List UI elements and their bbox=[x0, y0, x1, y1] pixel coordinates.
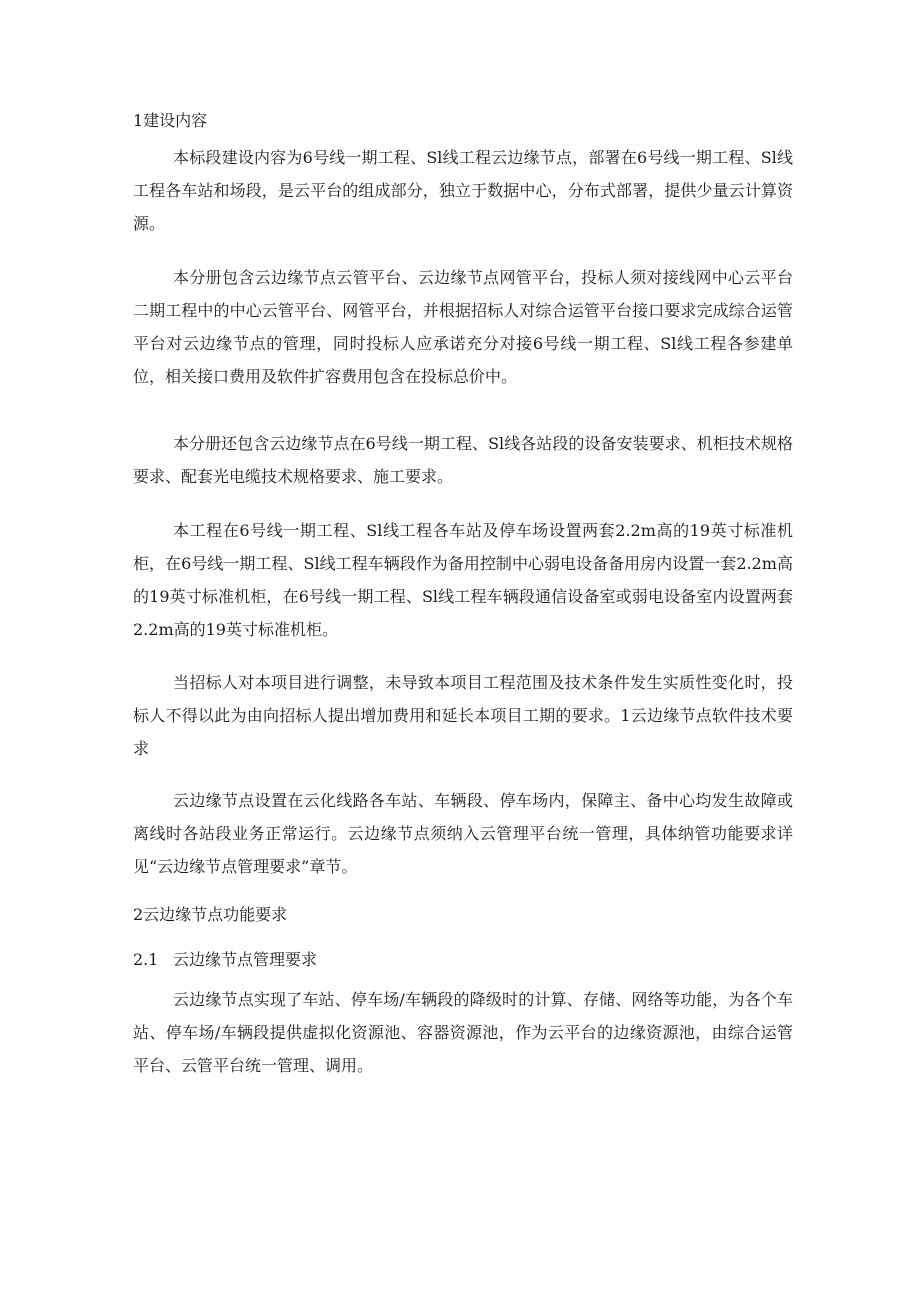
subsection-title: 云边缘节点管理要求 bbox=[173, 950, 318, 969]
subsection-heading-management bbox=[133, 950, 317, 970]
paragraph-installation: 本分册还包含云边缘节点在6号线一期工程、Sl线各站段的设备安装要求、机柜技术规格要求、配套光电缆技术规格要求、施工要求。 bbox=[133, 434, 793, 486]
paragraph-cabinets: 本工程在6号线一期工程、Sl线工程各车站及停车场设置两套2.2m高的19英寸标准机柜，在6号线一期工程、Sl线工程车辆段作为备用控制中心弱电设备备用房内设置一套2.2m高的19英寸标准机柜，在6号线一期工程、Sl线工程车辆段通信设备室或弱电设备室内设置两套2.2m高的19英寸标准机柜。 bbox=[133, 521, 793, 639]
paragraph-cloud-management: 本分册包含云边缘节点云管平台、云边缘节点网管平台，投标人须对接线网中心云平台二期工程中的中心云管平台、网管平台，并根据招标人对综合运管平台接口要求完成综合运管平台对云边缘节点的管理，同时投标人应承诺充分对接6号线一期工程、Sl线工程各参建单位，相关接口费用及软件扩容费用包含在投标总价中。 bbox=[133, 268, 793, 386]
subsection-number: 2.1 bbox=[133, 950, 159, 969]
section-heading-function-requirements: 2云边缘节点功能要求 bbox=[133, 905, 288, 924]
paragraph-edge-node-setup: 云边缘节点设置在云化线路各车站、车辆段、停车场内，保障主、备中心均发生故障或离线时各站段业务正常运行。云边缘节点须纳入云管理平台统一管理，具体纳管功能要求详见“云边缘节点管理要求”章节。 bbox=[133, 791, 793, 876]
section-heading-construction-content: 1建设内容 bbox=[133, 111, 208, 130]
paragraph-scope: 本标段建设内容为6号线一期工程、Sl线工程云边缘节点，部署在6号线一期工程、Sl线工程各车站和场段，是云平台的组成部分，独立于数据中心，分布式部署，提供少量云计算资源。 bbox=[133, 148, 793, 233]
paragraph-edge-functions: 云边缘节点实现了车站、停车场/车辆段的降级时的计算、存储、网络等功能，为各个车站、停车场/车辆段提供虚拟化资源池、容器资源池，作为云平台的边缘资源池，由综合运管平台、云管平台统一管理、调用。 bbox=[133, 990, 793, 1075]
paragraph-adjustment: 当招标人对本项目进行调整，未导致本项目工程范围及技术条件发生实质性变化时，投标人不得以此为由向招标人提出增加费用和延长本项目工期的要求。1云边缘节点软件技术要求 bbox=[133, 673, 793, 758]
